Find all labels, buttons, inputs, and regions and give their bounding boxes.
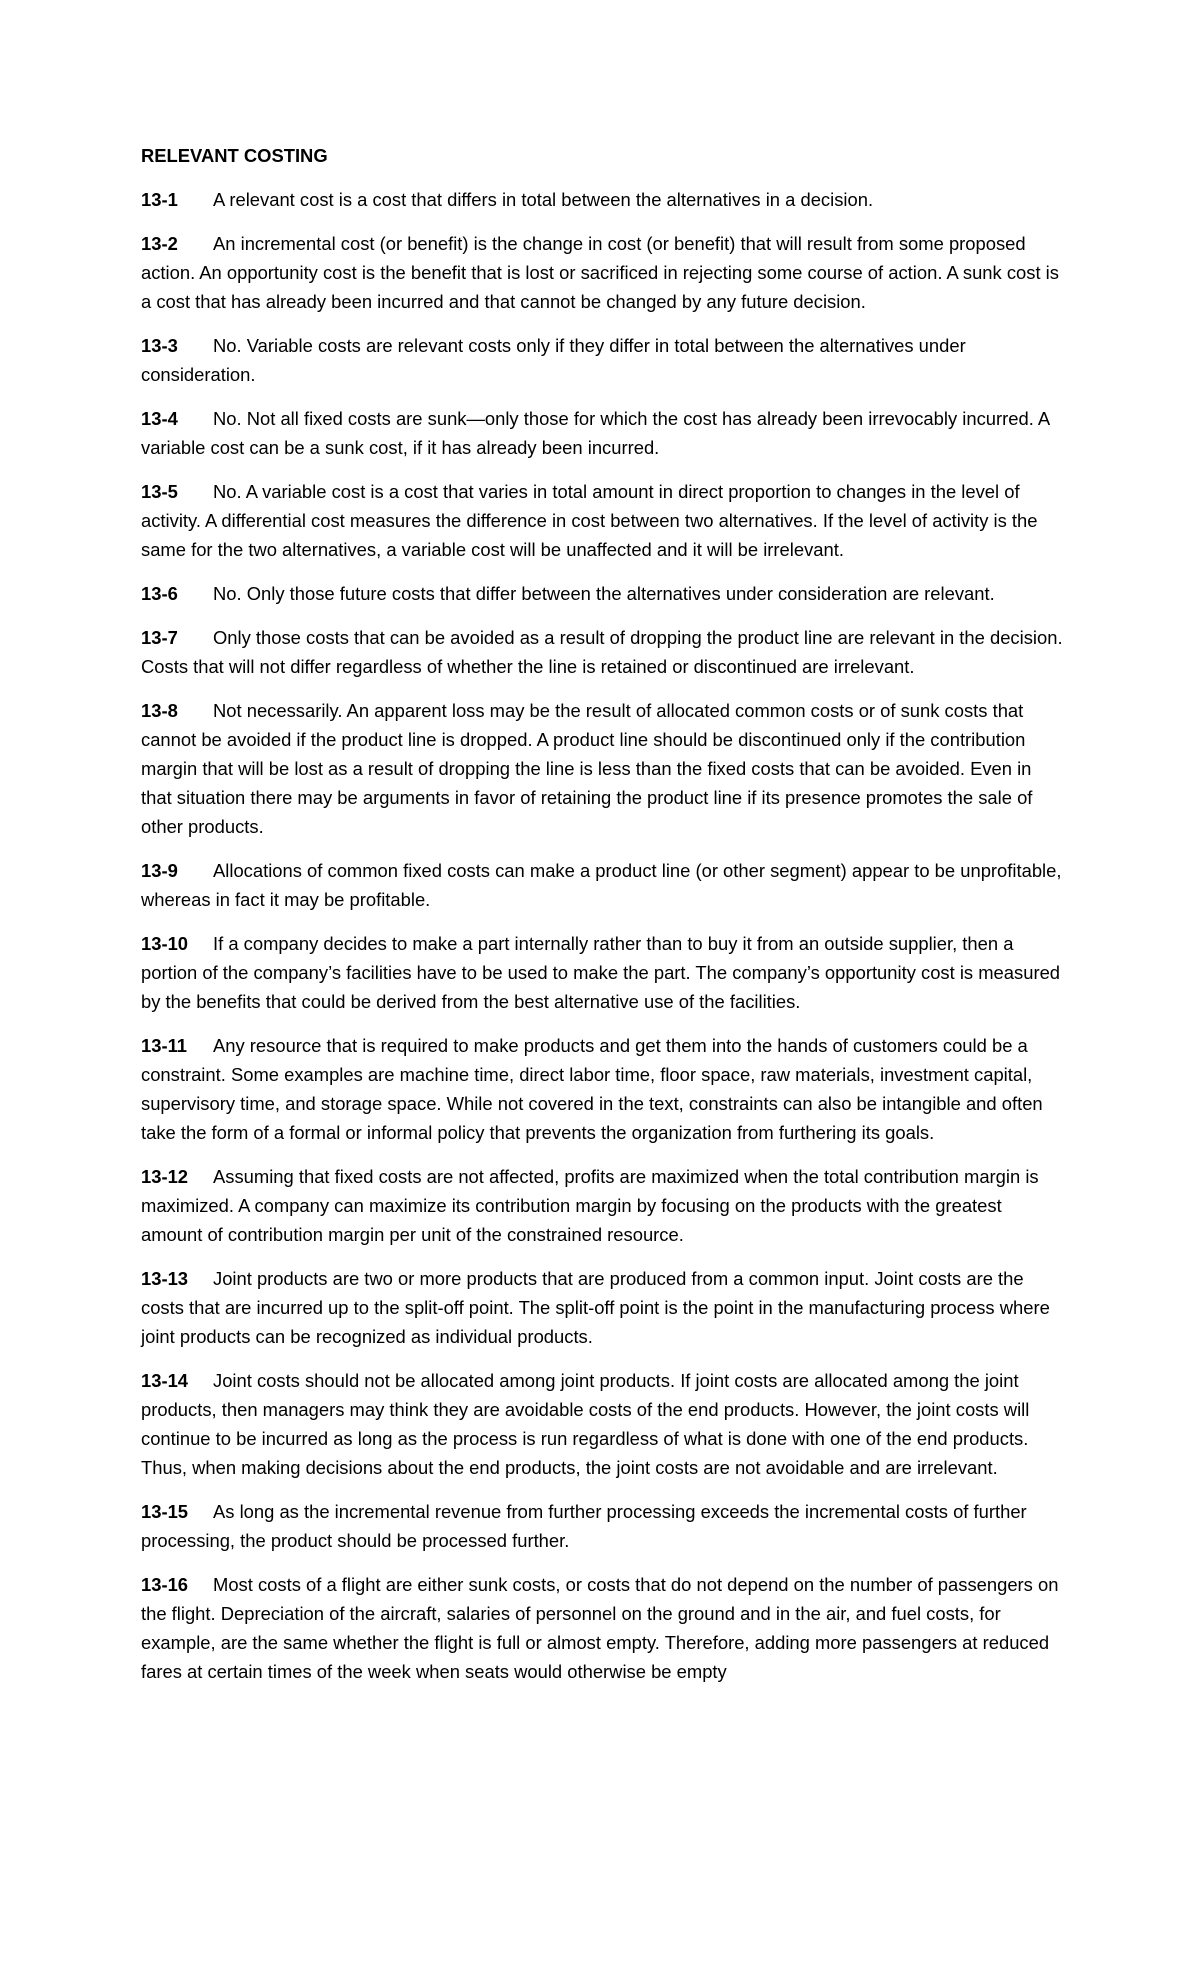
- question-number: 13-2: [141, 233, 178, 254]
- question-text: Not necessarily. An apparent loss may be the result of allocated common costs or of sunk costs that cannot be avoided if the product line is dropped. A product line should be discontinued only if the contribution margin that will be lost as a result of dropping the line is less than the fixed costs that can be avoided. Even in that situation there may be arguments in favor of retaining the product line if its presence promotes the sale of other products.: [141, 700, 1033, 837]
- question-number: 13-8: [141, 700, 178, 721]
- question-text: No. Not all fixed costs are sunk—only those for which the cost has already been irrevocably incurred. A variable cost can be a sunk cost, if it has already been incurred.: [141, 408, 1050, 458]
- question-number: 13-1: [141, 189, 178, 210]
- question-text: No. A variable cost is a cost that varies in total amount in direct proportion to changes in the level of activity. A differential cost measures the difference in cost between two alternatives. If the level of activity is the same for the two alternatives, a variable cost will be unaffected and it will be irrelevant.: [141, 481, 1038, 560]
- document-page: [141, 141, 1066, 1701]
- question-13-7: [141, 623, 1066, 681]
- question-number: 13-16: [141, 1574, 189, 1595]
- question-13-16: [141, 1570, 1066, 1686]
- question-number: 13-10: [141, 933, 189, 954]
- question-13-11: [141, 1031, 1066, 1147]
- question-13-12: [141, 1162, 1066, 1249]
- question-13-2: [141, 229, 1066, 316]
- question-13-8: [141, 696, 1066, 841]
- question-number: 13-7: [141, 627, 178, 648]
- question-13-15: [141, 1497, 1066, 1555]
- question-13-3: [141, 331, 1066, 389]
- document-title: RELEVANT COSTING: [141, 145, 328, 166]
- question-13-5: [141, 477, 1066, 564]
- question-13-4: [141, 404, 1066, 462]
- question-13-1: [141, 185, 1066, 214]
- question-13-9: [141, 856, 1066, 914]
- question-text: If a company decides to make a part internally rather than to buy it from an outside supplier, then a portion of the company’s facilities have to be used to make the part. The company’s opportunity cost is measured by the benefits that could be derived from the best alternative use of the facilities.: [141, 933, 1061, 1012]
- question-number: 13-12: [141, 1166, 189, 1187]
- question-text: Joint products are two or more products that are produced from a common input. Joint costs are the costs that are incurred up to the split-off point. The split-off point is the point in the manufacturing process where joint products can be recognized as individual products.: [141, 1268, 1050, 1347]
- question-text: An incremental cost (or benefit) is the change in cost (or benefit) that will result from some proposed action. An opportunity cost is the benefit that is lost or sacrificed in rejecting some course of action. A sunk cost is a cost that has already been incurred and that cannot be changed by any future decision.: [141, 233, 1059, 312]
- question-number: 13-15: [141, 1501, 189, 1522]
- question-text: Most costs of a flight are either sunk costs, or costs that do not depend on the number of passengers on the flight. Depreciation of the aircraft, salaries of personnel on the ground and in the air, and fuel costs, for example, are the same whether the flight is full or almost empty. Therefore, adding more passengers at reduced fares at certain times of the week when seats would otherwise be empty: [141, 1574, 1059, 1682]
- question-13-6: [141, 579, 1066, 608]
- question-number: 13-13: [141, 1268, 189, 1289]
- question-text: Allocations of common fixed costs can make a product line (or other segment) appear to be unprofitable, whereas in fact it may be profitable.: [141, 860, 1062, 910]
- question-number: 13-11: [141, 1035, 188, 1056]
- question-number: 13-6: [141, 583, 178, 604]
- question-13-13: [141, 1264, 1066, 1351]
- question-number: 13-3: [141, 335, 178, 356]
- question-number: 13-4: [141, 408, 178, 429]
- question-text: Only those costs that can be avoided as a result of dropping the product line are relevant in the decision. Costs that will not differ regardless of whether the line is retained or discontinued are irrelevant.: [141, 627, 1063, 677]
- question-text: As long as the incremental revenue from further processing exceeds the incremental costs of further processing, the product should be processed further.: [141, 1501, 1027, 1551]
- question-text: Any resource that is required to make products and get them into the hands of customers could be a constraint. Some examples are machine time, direct labor time, floor space, raw materials, investment capital, supervisory time, and storage space. While not covered in the text, constraints can also be intangible and often take the form of a formal or informal policy that prevents the organization from furthering its goals.: [141, 1035, 1043, 1143]
- question-text: Assuming that fixed costs are not affected, profits are maximized when the total contribution margin is maximized. A company can maximize its contribution margin by focusing on the products with the greatest amount of contribution margin per unit of the constrained resource.: [141, 1166, 1039, 1245]
- question-text: No. Variable costs are relevant costs only if they differ in total between the alternatives under consideration.: [141, 335, 966, 385]
- question-number: 13-9: [141, 860, 178, 881]
- question-text: No. Only those future costs that differ between the alternatives under consideration are relevant.: [213, 583, 995, 604]
- question-number: 13-14: [141, 1370, 189, 1391]
- question-number: 13-5: [141, 481, 178, 502]
- question-13-10: [141, 929, 1066, 1016]
- question-text: Joint costs should not be allocated among joint products. If joint costs are allocated among the joint products, then managers may think they are avoidable costs of the end products. However, the joint costs will continue to be incurred as long as the process is run regardless of what is done with one of the end products. Thus, when making decisions about the end products, the joint costs are not avoidable and are irrelevant.: [141, 1370, 1030, 1478]
- question-text: A relevant cost is a cost that differs in total between the alternatives in a decision.: [213, 189, 874, 210]
- question-13-14: [141, 1366, 1066, 1482]
